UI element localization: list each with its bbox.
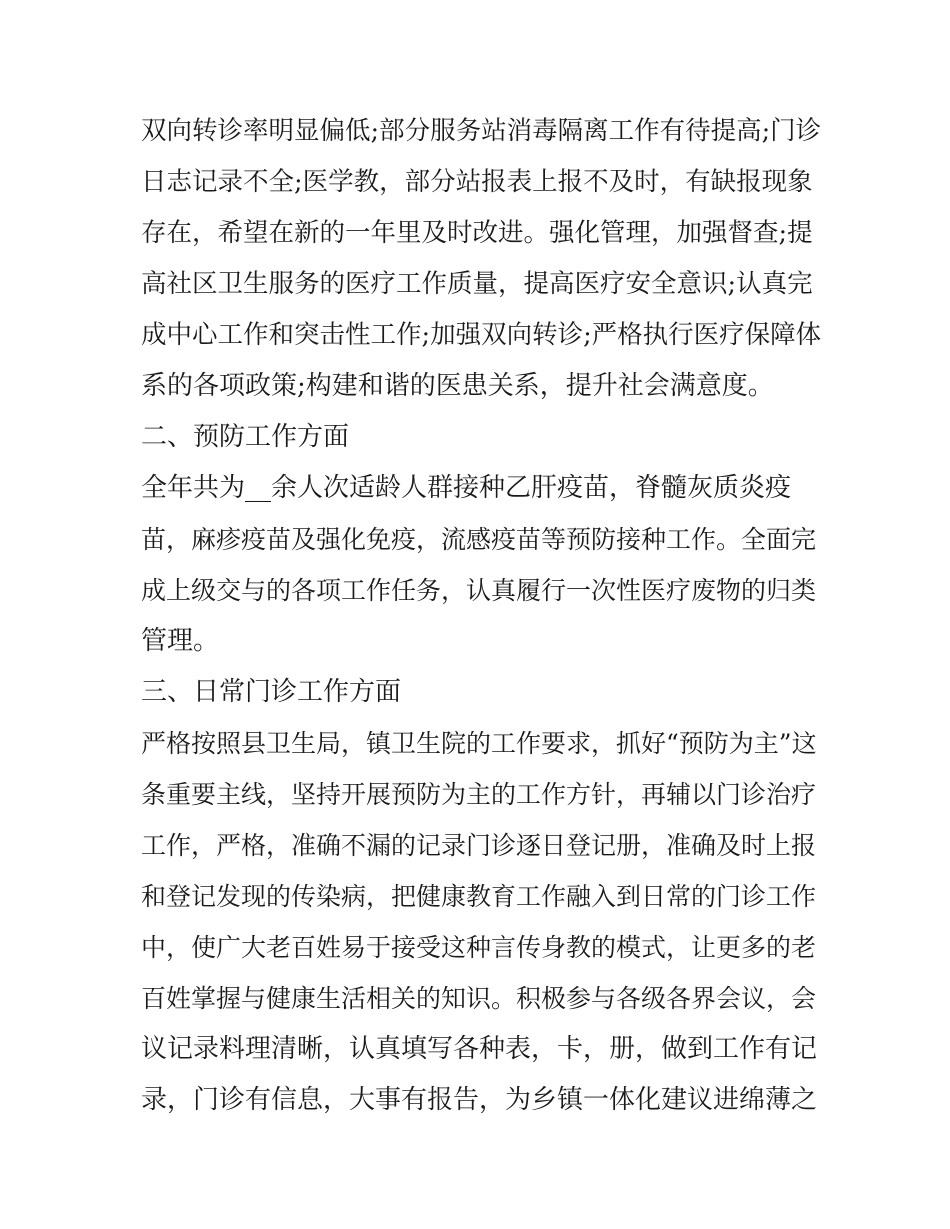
text-line: 严格按照县卫生局，镇卫生院的工作要求，抓好“预防为主”这 bbox=[141, 729, 817, 758]
section-heading-outpatient: 三、日常门诊工作方面 bbox=[141, 677, 402, 707]
text-line: 条重要主线，坚持开展预防为主的工作方针，再辅以门诊治疗 bbox=[141, 780, 817, 809]
text-line: 管理。 bbox=[141, 626, 220, 656]
text-line: 和登记发现的传染病，把健康教育工作融入到日常的门诊工作 bbox=[141, 882, 817, 911]
section-heading-prevention: 二、预防工作方面 bbox=[141, 422, 350, 452]
body-text bbox=[141, 106, 821, 1126]
text-line: 议记录料理清晰，认真填写各种表，卡，册，做到工作有记 bbox=[141, 1034, 818, 1064]
text-line: 成上级交与的各项工作任务，认真履行一次性医疗废物的归类 bbox=[141, 576, 817, 605]
text-line: 中，使广大老百姓易于接受这种言传身教的模式，让更多的老 bbox=[141, 933, 817, 962]
text-line: 系的各项政策;构建和谐的医患关系，提升社会满意度。 bbox=[141, 371, 774, 401]
text-line: 工作，严格，准确不漏的记录门诊逐日登记册，准确及时上报 bbox=[141, 831, 817, 860]
text-line: 存在，希望在新的一年里及时改进。强化管理，加强督查;提 bbox=[141, 218, 813, 248]
text-line: 百姓掌握与健康生活相关的知识。积极参与各级各界会议，会 bbox=[141, 984, 817, 1013]
text-line: 全年共为__余人次适龄人群接种乙肝疫苗，脊髓灰质炎疫 bbox=[141, 473, 792, 503]
text-line: 成中心工作和突击性工作;加强双向转诊;严格执行医疗保障体 bbox=[141, 320, 822, 350]
text-line: 双向转诊率明显偏低;部分服务站消毒隔离工作有待提高;门诊 bbox=[141, 116, 822, 146]
text-line: 高社区卫生服务的医疗工作质量，提高医疗安全意识;认真完 bbox=[141, 269, 813, 299]
text-line: 录，门诊有信息，大事有报告，为乡镇一体化建议进绵薄之 bbox=[141, 1085, 818, 1115]
text-line: 苗，麻疹疫苗及强化免疫，流感疫苗等预防接种工作。全面完 bbox=[141, 525, 817, 554]
text-line: 日志记录不全;医学教，部分站报表上报不及时，有缺报现象 bbox=[141, 167, 813, 197]
